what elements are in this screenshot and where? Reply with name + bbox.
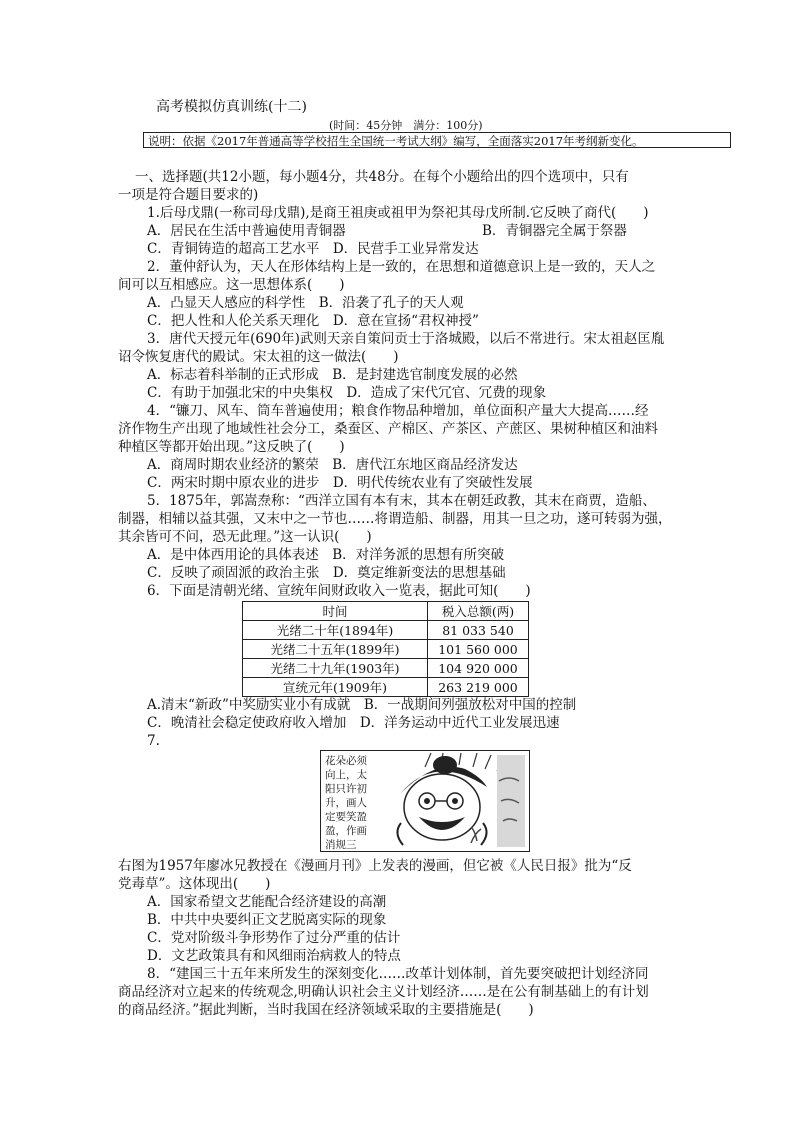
question-7-option-b: B．中共中央要纠正文艺脱离实际的现象 [147,912,387,928]
table-cell: 光绪二十五年(1899年) [243,640,428,659]
question-3-options-ab: A．标志着科举制的正式形成 B．是封建选官制度发展的必然 [147,367,518,383]
question-4-stem-line3: 种植区等都开始出现。”这反映了( ) [118,439,345,455]
question-7-stem-line1: 右图为1957年廖冰兄教授在《漫画月刊》上发表的漫画，但它被《人民日报》批为“反 [118,858,632,874]
question-3-stem-line2: 诏令恢复唐代的殿试。宋太祖的这一做法( ) [118,349,399,365]
table-cell: 光绪二十九年(1903年) [243,659,428,678]
table-cell: 104 920 000 [428,659,529,678]
table-header-row [243,602,529,621]
table-cell: 81 033 540 [428,621,529,640]
question-5-options-cd: C．反映了顽固派的政治主张 D．奠定维新变法的思想基础 [147,565,506,581]
question-7-stem-line2: 党毒草”。这体现出( ) [118,876,271,892]
question-6-options-ab: A.清末“新政”中奖励实业小有成就 B．一战期间列强放松对中国的控制 [147,697,577,713]
question-6-options-cd: C．晚清社会稳定使政府收入增加 D．洋务运动中近代工业发展迅速 [147,715,560,731]
table-cell: 光绪二十年(1894年) [243,621,428,640]
page-title: 高考模拟仿真训练(十二) [156,99,307,115]
table-row [243,678,529,697]
table-row [243,659,529,678]
question-7-number: 7. [147,733,160,749]
question-7-option-c: C．党对阶级斗争形势作了过分严重的估计 [147,930,401,946]
question-4-options-ab: A．商周时期农业经济的繁荣 B．唐代江东地区商品经济发达 [147,457,518,473]
question-2-stem-line2: 间可以互相感应。这一思想体系( ) [118,277,345,293]
table-header-cell: 时间 [243,602,428,621]
cartoon-drawing [321,751,529,851]
table-header-cell: 税入总额(两) [428,602,529,621]
table-row [243,640,529,659]
question-3-options-cd: C．有助于加强北宋的中央集权 D．造成了宋代冗官、冗费的现象 [147,385,547,401]
question-7-option-a: A．国家希望文艺能配合经济建设的高潮 [147,894,387,910]
question-2-stem-line1: 2．董仲舒认为，天人在形体结构上是一致的，在思想和道德意识上是一致的，天人之 [147,259,656,275]
question-7-option-d: D．文艺政策具有和风细雨治病救人的特点 [147,948,401,964]
table-row [243,621,529,640]
question-5-stem-line3: 其余皆可不问，恐无此理。”这一认识( ) [118,529,372,545]
question-5-options-ab: A．是中体西用论的具体表述 B．对洋务派的思想有所突破 [147,547,505,563]
cartoon-caption: 花朵必须向上，太阳只许初升，画人定要笑盈盈，作画消规三 [325,755,367,851]
section-heading-line2: 一项是符合题目要求的) [118,187,259,203]
cartoon-image [320,750,530,852]
notice-box: 说明：依据《2017年普通高等学校招生全国统一考试大纲》编写，全面落实2017年考纲新变化。 [143,132,731,148]
question-2-options-ab: A．凸显天人感应的科学性 B．沿袭了孔子的天人观 [147,295,464,311]
question-1-option-b: B．青铜器完全属于祭器 [482,223,627,239]
question-8-stem-line1: 8．“建国三十五年来所发生的深刻变化……改革计划体制，首先要突破把计划经济同 [147,966,649,982]
table-cell: 宣统元年(1909年) [243,678,428,697]
question-1-options-cd: C．青铜铸造的超高工艺水平 D．民营手工业异常发达 [147,241,479,257]
question-4-stem-line1: 4．“镰刀、风车、筒车普遍使用；粮食作物品种增加，单位面积产量大大提高……经 [147,403,649,419]
exam-subtitle: (时间：45分钟 满分：100分) [329,119,483,132]
question-6-stem: 6．下面是清朝光绪、宣统年间财政收入一览表，据此可知( ) [147,583,531,599]
question-4-stem-line2: 济作物生产出现了地域性社会分工，桑蚕区、产棉区、产茶区、产蔗区、果树种植区和油料 [118,421,658,437]
question-8-stem-line3: 的商品经济。”据此判断，当时我国在经济领域采取的主要措施是( ) [118,1002,534,1018]
question-2-options-cd: C．把人性和人伦关系天理化 D．意在宣扬“君权神授” [147,313,479,329]
revenue-table [242,601,529,697]
table-cell: 263 219 000 [428,678,529,697]
question-3-stem-line1: 3．唐代天授元年(690年)武则天亲自策问贡士于洛城殿，以后不常进行。宋太祖赵匡胤 [147,331,665,347]
question-5-stem-line2: 制器，相辅以益其强，又末中之一节也……将谓造船、制器，用其一旦之功，遂可转弱为强， [118,511,672,527]
question-5-stem-line1: 5．1875年，郭嵩焘称：“西洋立国有本有末，其本在朝廷政教，其末在商贾，造船、 [147,493,656,509]
section-heading-line1: 一、选择题(共12小题，每小题4分，共48分。在每个小题给出的四个选项中，只有 [135,169,629,185]
question-1-stem: 1.后母戊鼎(一称司母戊鼎),是商王祖庚或祖甲为祭祀其母戊所制.它反映了商代( ) [147,205,649,221]
table-cell: 101 560 000 [428,640,529,659]
question-8-stem-line2: 商品经济对立起来的传统观念,明确认识社会主义计划经济……是在公有制基础上的有计划 [118,984,649,1000]
question-4-options-cd: C．两宋时期中原农业的进步 D．明代传统农业有了突破性发展 [147,475,533,491]
question-1-option-a: A．居民在生活中普遍使用青铜器 [147,223,346,239]
